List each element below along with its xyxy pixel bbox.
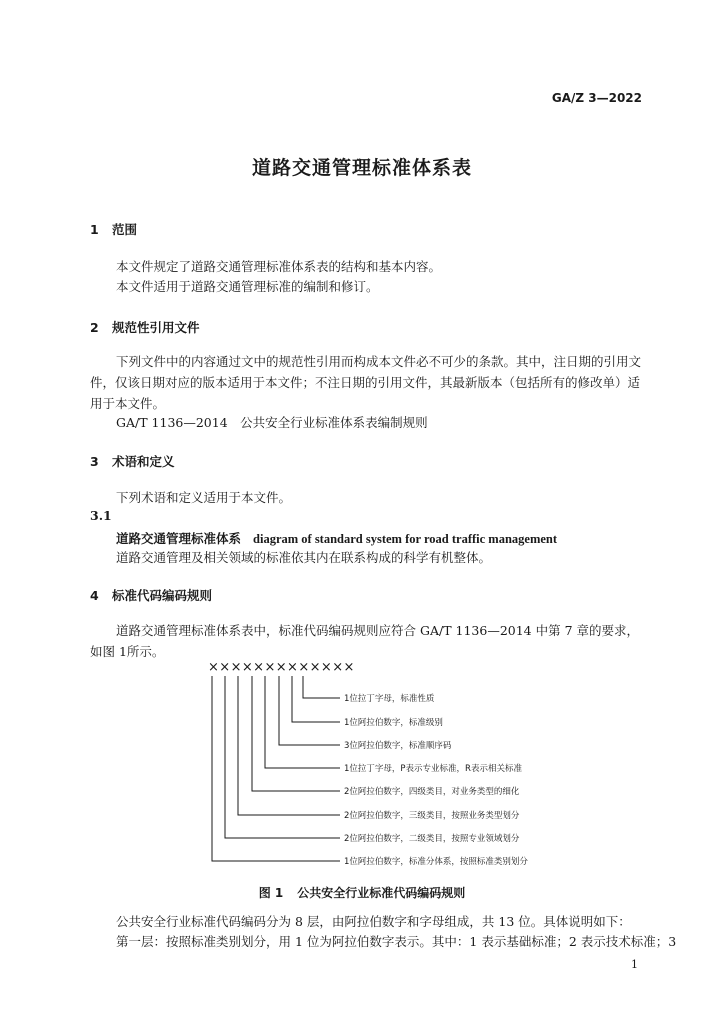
section-1-number: 1 (90, 222, 99, 237)
section-3-heading (90, 452, 175, 470)
code-pattern: ××××××××××××× (208, 660, 355, 675)
term-chinese: 道路交通管理标准体系 (116, 531, 242, 546)
section-2-reference: GA/T 1136—2014 公共安全行业标准体系表编制规则 (116, 415, 428, 430)
section-1-title: 范围 (112, 222, 138, 237)
section-2-para-1: 下列文件中的内容通过文中的规范性引用而构成本文件必不可少的条款。其中，注日期的引用文件，仅该日期对应的版本适用于本文件；不注日期的引用文件，其最新版本（包括所有的修改单）适用于本文件。 (90, 354, 642, 411)
section-2-number: 2 (90, 320, 99, 335)
code-label-4: 1位拉丁字母，P表示专业标准，R表示相关标准 (344, 764, 522, 774)
section-4-para-1: 道路交通管理标准体系表中，标准代码编码规则应符合 GA/T 1136—2014 中第 7 章的要求，如图 1所示。 (90, 623, 640, 659)
term-number: 3.1 (90, 508, 112, 523)
document-code: GA/Z 3—2022 (551, 91, 642, 105)
code-label-5: 2位阿拉伯数字，四级类目，对业务类型的细化 (344, 787, 520, 797)
code-structure-figure (0, 656, 724, 876)
section-1-para-1: 本文件规定了道路交通管理标准体系表的结构和基本内容。 (116, 259, 442, 274)
term-english: diagram of standard system for road traffic management (253, 532, 558, 546)
bracket-line-1 (303, 676, 340, 698)
figure-caption-label: 图 1 (258, 886, 284, 900)
term-entry (116, 528, 557, 547)
section-3-number: 3 (90, 454, 99, 469)
section-3-para-1: 下列术语和定义适用于本文件。 (116, 490, 292, 505)
page-number: 1 (631, 958, 638, 971)
section-1-heading (90, 220, 137, 238)
term-definition: 道路交通管理及相关领域的标准依其内在联系构成的科学有机整体。 (116, 550, 492, 565)
bracket-lines (212, 676, 340, 861)
figure-caption-text: 公共安全行业标准代码编码规则 (297, 886, 466, 900)
code-label-2: 1位阿拉伯数字，标准级别 (344, 718, 443, 728)
document-title: 道路交通管理标准体系表 (251, 157, 472, 179)
code-label-3: 3位阿拉伯数字，标准顺序码 (344, 741, 452, 751)
code-label-6: 2位阿拉伯数字，三级类目，按照业务类型划分 (344, 811, 520, 821)
bracket-line-3 (279, 676, 340, 745)
section-1-para-2: 本文件适用于道路交通管理标准的编制和修订。 (116, 279, 379, 294)
bracket-line-7 (225, 676, 340, 838)
section-2-heading (90, 318, 200, 336)
section-4-number: 4 (90, 588, 99, 603)
section-3-title: 术语和定义 (112, 454, 175, 469)
code-label-1: 1位拉丁字母，标准性质 (344, 694, 435, 704)
code-label-8: 1位阿拉伯数字，标准分体系，按照标准类别划分 (344, 857, 528, 867)
section-4-para-2: 公共安全行业标准代码编码分为 8 层，由阿拉伯数字和字母组成，共 13 位。具体说明如下： (116, 914, 631, 929)
bracket-line-2 (292, 676, 340, 722)
figure-caption (0, 884, 724, 901)
section-4-title: 标准代码编码规则 (112, 588, 213, 603)
code-label-7: 2位阿拉伯数字，二级类目，按照专业领域划分 (344, 834, 520, 844)
section-4-para-3: 第一层：按照标准类别划分，用 1 位为阿拉伯数字表示。其中：1 表示基础标准；2 表示技术标准；3 (116, 934, 677, 949)
section-2-title: 规范性引用文件 (112, 320, 200, 335)
section-4-heading (90, 586, 212, 604)
